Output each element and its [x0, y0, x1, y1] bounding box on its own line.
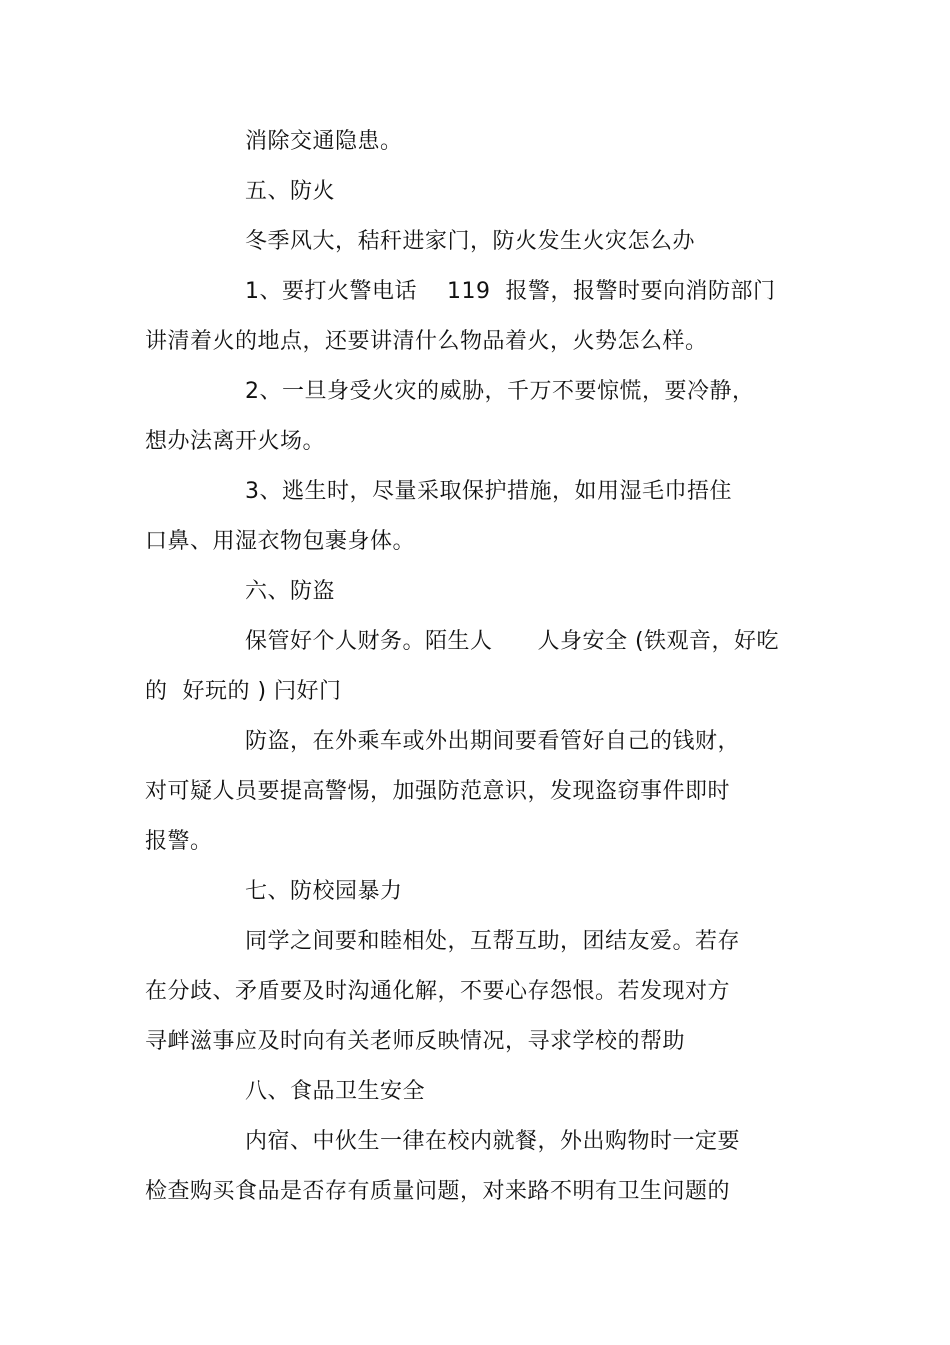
text-line: 讲清着火的地点，还要讲清什么物品着火，火势怎么样。 [145, 329, 708, 354]
text-line: 2、一旦身受火灾的威胁，千万不要惊慌，要冷静， [245, 379, 755, 404]
text-line: 检查购买食品是否存有质量问题，对来路不明有卫生问题的 [145, 1179, 731, 1204]
text-line: 想办法离开火场。 [145, 429, 326, 454]
text-line: 对可疑人员要提高警惕，加强防范意识，发现盗窃事件即时 [145, 779, 731, 804]
text-line: 保管好个人财务。陌生人 人身安全 (铁观音，好吃 [245, 629, 780, 654]
text-line: 内宿、中伙生一律在校内就餐，外出购物时一定要 [245, 1129, 741, 1154]
section-heading-fire: 五、防火 [245, 179, 336, 204]
text-line: 在分歧、矛盾要及时沟通化解，不要心存怨恨。若发现对方 [145, 979, 731, 1004]
text-line: 消除交通隐患。 [245, 129, 403, 154]
text-line: 冬季风大，秸秆进家门，防火发生火灾怎么办 [245, 229, 696, 254]
text-line: 寻衅滋事应及时向有关老师反映情况，寻求学校的帮助 [145, 1029, 686, 1054]
section-heading-theft: 六、防盗 [245, 579, 336, 604]
text-line: 3、逃生时，尽量采取保护措施，如用湿毛巾捂住 [245, 479, 732, 504]
text-line: 同学之间要和睦相处，互帮互助，团结友爱。若存 [245, 929, 741, 954]
text-line: 口鼻、用湿衣物包裹身体。 [145, 529, 416, 554]
section-heading-school-violence: 七、防校园暴力 [245, 879, 403, 904]
text-line: 报警。 [145, 829, 213, 854]
text-line: 1、要打火警电话 119 报警，报警时要向消防部门 [245, 279, 776, 304]
section-heading-food-safety: 八、食品卫生安全 [245, 1079, 426, 1104]
text-line: 防盗，在外乘车或外出期间要看管好自己的钱财， [245, 729, 741, 754]
text-line: 的 好玩的 ) 闩好门 [145, 679, 342, 704]
